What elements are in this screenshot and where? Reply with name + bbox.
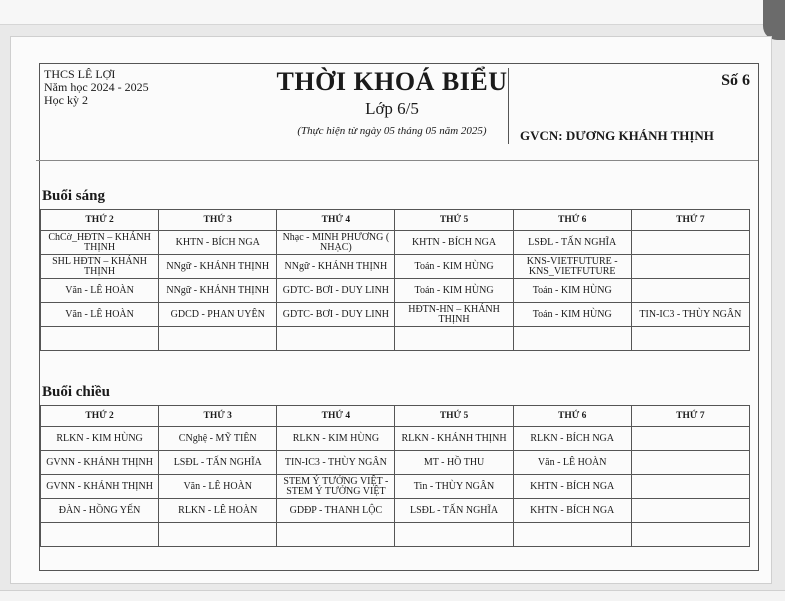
day-header: THỨ 6 xyxy=(513,406,631,427)
lesson-cell xyxy=(41,523,159,547)
lesson-cell: GDCD - PHAN UYÊN xyxy=(159,303,277,327)
lesson-cell: GDTC- BƠI - DUY LINH xyxy=(277,303,395,327)
page-title: THỜI KHOÁ BIỂU xyxy=(276,67,508,96)
lesson-cell: LSĐL - TẤN NGHĨA xyxy=(513,231,631,255)
lesson-cell: LSĐL - TẤN NGHĨA xyxy=(159,451,277,475)
day-header: THỨ 2 xyxy=(41,406,159,427)
lesson-cell xyxy=(513,327,631,351)
lesson-cell: RLKN - KHÁNH THỊNH xyxy=(395,427,513,451)
table-row xyxy=(41,451,750,475)
schedule-number: Số 6 xyxy=(721,72,750,89)
table-row xyxy=(41,475,750,499)
lesson-cell: MT - HỒ THU xyxy=(395,451,513,475)
lesson-cell xyxy=(631,279,749,303)
lesson-cell xyxy=(631,327,749,351)
table-row xyxy=(41,327,750,351)
lesson-cell xyxy=(631,255,749,279)
lesson-cell xyxy=(277,327,395,351)
lesson-cell: Văn - LÊ HOÀN xyxy=(41,303,159,327)
title-block xyxy=(276,68,509,144)
afternoon-heading: Buổi chiều xyxy=(42,384,110,400)
lesson-cell: NNgữ - KHÁNH THỊNH xyxy=(159,279,277,303)
lesson-cell xyxy=(41,327,159,351)
lesson-cell xyxy=(277,523,395,547)
lesson-cell: ĐÀN - HỒNG YẾN xyxy=(41,499,159,523)
next-page-edge xyxy=(0,590,785,601)
lesson-cell xyxy=(395,327,513,351)
day-header: THỨ 4 xyxy=(277,210,395,231)
lesson-cell: KHTN - BÍCH NGA xyxy=(159,231,277,255)
lesson-cell xyxy=(159,523,277,547)
lesson-cell: KHTN - BÍCH NGA xyxy=(513,499,631,523)
lesson-cell: KNS-VIETFUTURE - KNS_VIETFUTURE xyxy=(513,255,631,279)
lesson-cell: Toán - KIM HÙNG xyxy=(513,279,631,303)
lesson-cell xyxy=(631,499,749,523)
table-row xyxy=(41,255,750,279)
timetable-sheet xyxy=(10,36,772,584)
school-term: Học kỳ 2 xyxy=(44,93,88,107)
table-row xyxy=(41,279,750,303)
day-header: THỨ 5 xyxy=(395,406,513,427)
previous-page-edge xyxy=(0,0,770,25)
morning-table xyxy=(40,209,750,351)
lesson-cell: RLKN - KIM HÙNG xyxy=(277,427,395,451)
school-info xyxy=(44,68,149,107)
lesson-cell: KHTN - BÍCH NGA xyxy=(513,475,631,499)
lesson-cell xyxy=(631,231,749,255)
lesson-cell: Toán - KIM HÙNG xyxy=(395,255,513,279)
lesson-cell: GVNN - KHÁNH THỊNH xyxy=(41,451,159,475)
lesson-cell: KHTN - BÍCH NGA xyxy=(395,231,513,255)
day-header: THỨ 3 xyxy=(159,210,277,231)
lesson-cell: GVNN - KHÁNH THỊNH xyxy=(41,475,159,499)
lesson-cell: LSĐL - TẤN NGHĨA xyxy=(395,499,513,523)
day-header: THỨ 6 xyxy=(513,210,631,231)
day-header: THỨ 3 xyxy=(159,406,277,427)
lesson-cell: NNgữ - KHÁNH THỊNH xyxy=(159,255,277,279)
table-row xyxy=(41,303,750,327)
table-row xyxy=(41,231,750,255)
lesson-cell: Tin - THÙY NGÂN xyxy=(395,475,513,499)
lesson-cell: CNghệ - MỸ TIÊN xyxy=(159,427,277,451)
effective-date: (Thực hiện từ ngày 05 tháng 05 năm 2025) xyxy=(297,125,487,137)
lesson-cell: GDĐP - THANH LỘC xyxy=(277,499,395,523)
lesson-cell: RLKN - LÊ HOÀN xyxy=(159,499,277,523)
lesson-cell: TIN-IC3 - THÙY NGÂN xyxy=(277,451,395,475)
header-divider xyxy=(36,160,758,161)
lesson-cell: SHL HĐTN – KHÁNH THỊNH xyxy=(41,255,159,279)
lesson-cell: GDTC- BƠI - DUY LINH xyxy=(277,279,395,303)
timetable-frame xyxy=(39,63,759,571)
lesson-cell: Toán - KIM HÙNG xyxy=(395,279,513,303)
lesson-cell: HĐTN-HN – KHÁNH THỊNH xyxy=(395,303,513,327)
lesson-cell: Nhạc - MINH PHƯƠNG ( NHẠC) xyxy=(277,231,395,255)
afternoon-body xyxy=(41,427,750,547)
lesson-cell: RLKN - BÍCH NGA xyxy=(513,427,631,451)
lesson-cell xyxy=(395,523,513,547)
lesson-cell: Văn - LÊ HOÀN xyxy=(513,451,631,475)
lesson-cell xyxy=(631,523,749,547)
lesson-cell: ChCờ_HĐTN – KHÁNH THỊNH xyxy=(41,231,159,255)
school-name: THCS LÊ LỢI xyxy=(44,67,116,81)
lesson-cell: RLKN - KIM HÙNG xyxy=(41,427,159,451)
lesson-cell xyxy=(631,475,749,499)
day-header-row xyxy=(41,406,750,427)
afternoon-table xyxy=(40,405,750,547)
lesson-cell xyxy=(631,451,749,475)
class-label: Lớp 6/5 xyxy=(365,99,419,118)
morning-body xyxy=(41,231,750,351)
day-header: THỨ 4 xyxy=(277,406,395,427)
table-row xyxy=(41,427,750,451)
morning-heading: Buổi sáng xyxy=(42,188,105,204)
lesson-cell: Toán - KIM HÙNG xyxy=(513,303,631,327)
school-year: Năm học 2024 - 2025 xyxy=(44,80,149,94)
lesson-cell: NNgữ - KHÁNH THỊNH xyxy=(277,255,395,279)
day-header-row xyxy=(41,210,750,231)
day-header: THỨ 7 xyxy=(631,210,749,231)
day-header: THỨ 5 xyxy=(395,210,513,231)
lesson-cell xyxy=(631,427,749,451)
lesson-cell: STEM Ý TƯỞNG VIỆT - STEM Ý TƯỞNG VIỆT xyxy=(277,475,395,499)
table-row xyxy=(41,523,750,547)
table-row xyxy=(41,499,750,523)
lesson-cell: TIN-IC3 - THÙY NGÂN xyxy=(631,303,749,327)
day-header: THỨ 7 xyxy=(631,406,749,427)
lesson-cell xyxy=(159,327,277,351)
day-header: THỨ 2 xyxy=(41,210,159,231)
lesson-cell xyxy=(513,523,631,547)
corner-overlay xyxy=(763,0,785,40)
lesson-cell: Văn - LÊ HOÀN xyxy=(41,279,159,303)
timetable-header xyxy=(40,64,758,156)
homeroom-teacher: GVCN: DƯƠNG KHÁNH THỊNH xyxy=(520,128,714,143)
lesson-cell: Văn - LÊ HOÀN xyxy=(159,475,277,499)
